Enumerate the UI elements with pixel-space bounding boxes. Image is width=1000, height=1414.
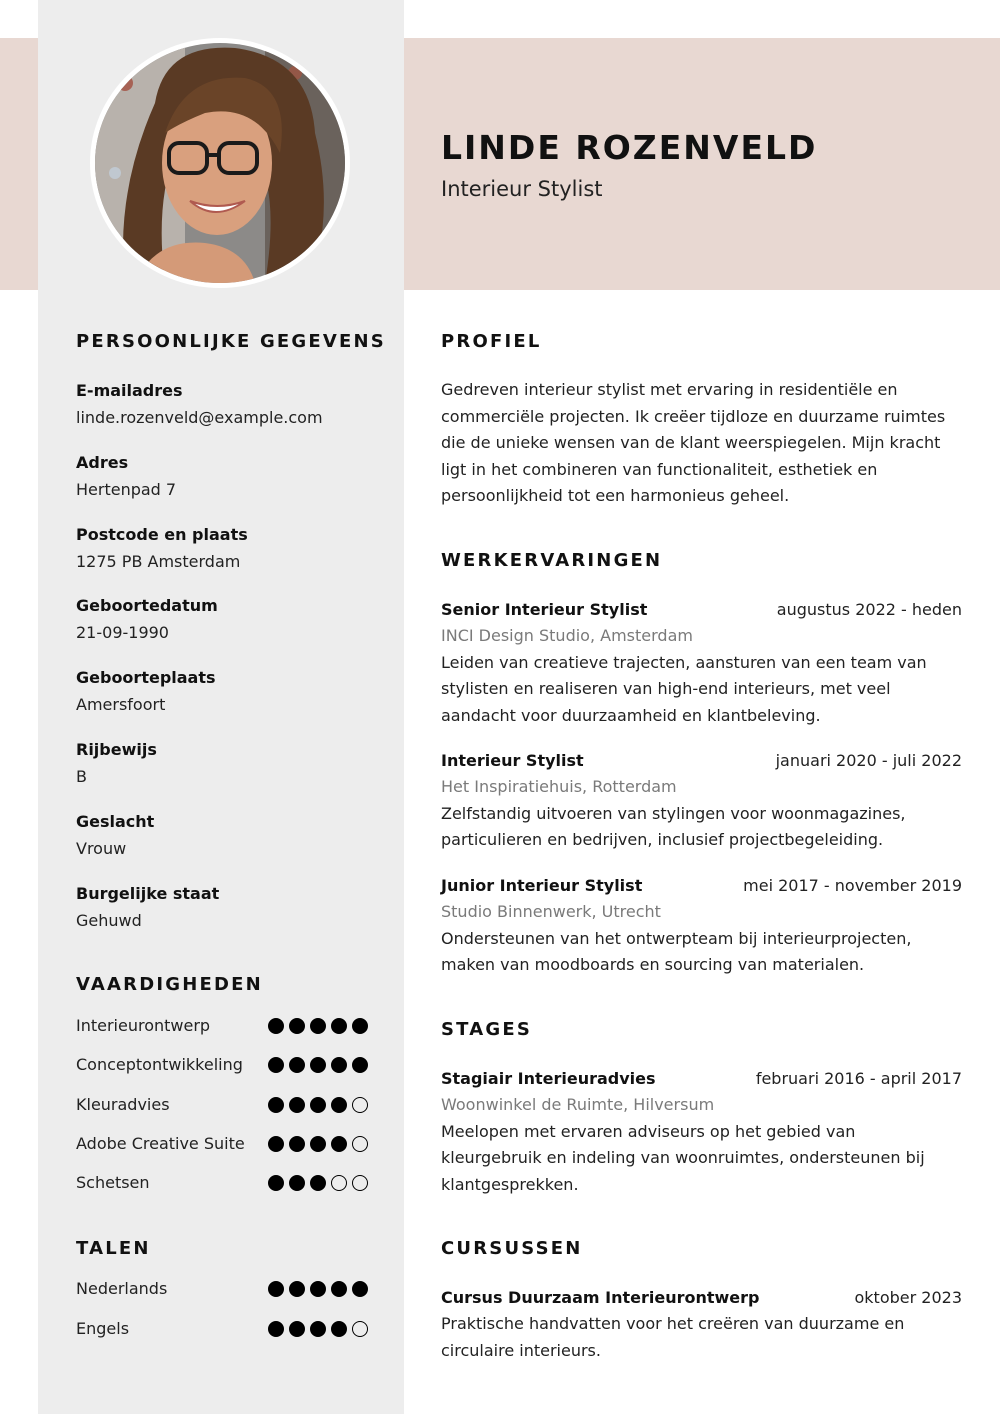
- rating-dots: [268, 1321, 368, 1337]
- personal-field-label: Adres: [76, 452, 129, 472]
- entry-title: Junior Interieur Stylist: [441, 876, 643, 895]
- skill-name: Schetsen: [76, 1173, 150, 1193]
- skill-row: [76, 1014, 368, 1038]
- internships-entry: [441, 1065, 962, 1198]
- entry-description-line: aandacht voor duurzaamheid en klantbeleving.: [441, 705, 821, 725]
- filled-dot-icon: [268, 1097, 284, 1113]
- entry-description-line: particulieren en bedrijven, inclusief projectbegeleiding.: [441, 830, 884, 849]
- candidate-name: LINDE ROZENVELD: [441, 128, 818, 167]
- personal-field-value: linde.rozenveld@example.com: [76, 408, 323, 427]
- personal-field-label: Burgelijke staat: [76, 883, 220, 903]
- rating-dots: [268, 1097, 368, 1113]
- filled-dot-icon: [310, 1281, 326, 1297]
- filled-dot-icon: [310, 1175, 326, 1191]
- empty-dot-icon: [331, 1175, 347, 1191]
- entry-description-line: maken van moodboards en sourcing van materialen.: [441, 955, 865, 974]
- filled-dot-icon: [352, 1018, 368, 1034]
- filled-dot-icon: [310, 1097, 326, 1113]
- entry-organization: Woonwinkel de Ruimte, Hilversum: [441, 1095, 715, 1114]
- entry-title: Senior Interieur Stylist: [441, 600, 648, 619]
- personal-field-value: Vrouw: [76, 838, 127, 858]
- personal-field-value: B: [76, 767, 87, 786]
- personal-field-value: Gehuwd: [76, 910, 142, 930]
- filled-dot-icon: [331, 1018, 347, 1034]
- entry-title: Cursus Duurzaam Interieurontwerp: [441, 1288, 760, 1307]
- entry-title: Interieur Stylist: [441, 751, 584, 770]
- profile-text: [441, 377, 963, 510]
- entry-header: [441, 1284, 962, 1311]
- filled-dot-icon: [268, 1175, 284, 1191]
- skill-row: [76, 1171, 368, 1195]
- personal-field: [76, 449, 376, 503]
- personal-field-label: Geboorteplaats: [76, 668, 216, 688]
- rating-dots: [268, 1281, 368, 1297]
- personal-field-value: 1275 PB Amsterdam: [76, 551, 241, 571]
- filled-dot-icon: [268, 1018, 284, 1034]
- entry-header: [441, 872, 962, 899]
- filled-dot-icon: [331, 1097, 347, 1113]
- filled-dot-icon: [268, 1136, 284, 1152]
- filled-dot-icon: [331, 1281, 347, 1297]
- internships-heading: STAGES: [441, 1019, 533, 1040]
- empty-dot-icon: [352, 1175, 368, 1191]
- entry-description-line: Zelfstandig uitvoeren van stylingen voor woonmagazines,: [441, 803, 906, 823]
- portrait-image: [95, 43, 345, 283]
- filled-dot-icon: [331, 1321, 347, 1337]
- filled-dot-icon: [310, 1018, 326, 1034]
- personal-field-label: E-mailadres: [76, 381, 183, 400]
- profile-line: Gedreven interieur stylist met ervaring in residentiële en: [441, 380, 898, 399]
- experience-entry: [441, 596, 962, 729]
- entry-description-line: kleurgebruik en indeling van woonruimtes, ondersteunen bij: [441, 1148, 925, 1167]
- rating-dots: [268, 1057, 368, 1073]
- personal-field-value: Hertenpad 7: [76, 479, 177, 499]
- entry-header: [441, 596, 962, 623]
- entry-description-line: Leiden van creatieve trajecten, aansturen van een team van: [441, 652, 927, 672]
- skill-name: Conceptontwikkeling: [76, 1055, 243, 1075]
- rating-dots: [268, 1175, 368, 1191]
- personal-field: [76, 736, 376, 790]
- skills-heading: VAARDIGHEDEN: [76, 974, 263, 995]
- entry-description-line: Ondersteunen van het ontwerpteam bij interieurprojecten,: [441, 928, 912, 948]
- experience-entry: [441, 872, 962, 979]
- language-name: Nederlands: [76, 1279, 168, 1298]
- language-row: [76, 1317, 368, 1341]
- filled-dot-icon: [289, 1057, 305, 1073]
- job-title: Interieur Stylist: [441, 177, 603, 201]
- skill-row: [76, 1093, 368, 1117]
- filled-dot-icon: [331, 1136, 347, 1152]
- personal-field: [76, 808, 376, 862]
- filled-dot-icon: [268, 1321, 284, 1337]
- filled-dot-icon: [331, 1057, 347, 1073]
- personal-field: [76, 664, 376, 718]
- personal-field: [76, 592, 376, 646]
- filled-dot-icon: [310, 1057, 326, 1073]
- entry-header: [441, 747, 962, 774]
- entry-description-line: circulaire interieurs.: [441, 1340, 601, 1360]
- personal-field: [76, 377, 376, 431]
- rating-dots: [268, 1018, 368, 1034]
- skill-name: Kleuradvies: [76, 1094, 170, 1114]
- personal-field-value: Amersfoort: [76, 695, 166, 715]
- empty-dot-icon: [352, 1136, 368, 1152]
- personal-field-label: Rijbewijs: [76, 740, 157, 759]
- entry-date: februari 2016 - april 2017: [755, 1069, 962, 1088]
- courses-entry: [441, 1284, 962, 1364]
- language-row: [76, 1277, 368, 1301]
- filled-dot-icon: [268, 1281, 284, 1297]
- personal-field-label: Geslacht: [76, 811, 155, 831]
- filled-dot-icon: [289, 1018, 305, 1034]
- profile-line: persoonlijkheid tot een harmonieus geheel.: [441, 486, 790, 505]
- filled-dot-icon: [289, 1136, 305, 1152]
- entry-organization: INCI Design Studio, Amsterdam: [441, 626, 693, 645]
- empty-dot-icon: [352, 1097, 368, 1113]
- filled-dot-icon: [352, 1057, 368, 1073]
- personal-field: [76, 521, 376, 575]
- filled-dot-icon: [289, 1175, 305, 1191]
- rating-dots: [268, 1136, 368, 1152]
- skill-name: Adobe Creative Suite: [76, 1133, 245, 1153]
- entry-description-line: Meelopen met ervaren adviseurs op het gebied van: [441, 1121, 856, 1141]
- entry-organization: Studio Binnenwerk, Utrecht: [441, 902, 661, 921]
- filled-dot-icon: [310, 1136, 326, 1152]
- entry-date: januari 2020 - juli 2022: [775, 751, 962, 770]
- languages-heading: TALEN: [76, 1238, 151, 1259]
- personal-field-label: Postcode en plaats: [76, 524, 248, 544]
- filled-dot-icon: [310, 1321, 326, 1337]
- filled-dot-icon: [289, 1321, 305, 1337]
- personal-field-value: 21-09-1990: [76, 623, 169, 643]
- entry-date: augustus 2022 - heden: [776, 600, 962, 619]
- experience-entry: [441, 747, 962, 854]
- skill-name: Interieurontwerp: [76, 1016, 211, 1035]
- personal-field: [76, 880, 376, 934]
- filled-dot-icon: [289, 1097, 305, 1113]
- entry-date: mei 2017 - november 2019: [743, 876, 962, 895]
- filled-dot-icon: [268, 1057, 284, 1073]
- profile-line: commerciële projecten. Ik creëer tijdloze en duurzame ruimtes: [441, 406, 946, 426]
- personal-details-heading: PERSOONLIJKE GEGEVENS: [76, 331, 386, 352]
- skill-row: [76, 1132, 368, 1156]
- empty-dot-icon: [352, 1321, 368, 1337]
- entry-description-line: stylisten en realiseren van high-end interieurs, met veel: [441, 679, 891, 698]
- profile-photo: [90, 38, 350, 288]
- filled-dot-icon: [289, 1281, 305, 1297]
- experience-heading: WERKERVARINGEN: [441, 550, 663, 571]
- profile-line: die de unieke wensen van de klant weerspiegelen. Mijn kracht: [441, 433, 941, 452]
- profile-heading: PROFIEL: [441, 331, 542, 352]
- courses-heading: CURSUSSEN: [441, 1238, 583, 1259]
- entry-header: [441, 1065, 962, 1092]
- personal-field-label: Geboortedatum: [76, 596, 218, 616]
- skill-row: [76, 1053, 368, 1077]
- language-name: Engels: [76, 1318, 130, 1338]
- filled-dot-icon: [352, 1281, 368, 1297]
- entry-organization: Het Inspiratiehuis, Rotterdam: [441, 777, 677, 796]
- profile-line: ligt in het combineren van functionaliteit, esthetiek en: [441, 459, 878, 479]
- entry-description-line: klantgesprekken.: [441, 1174, 579, 1194]
- entry-description-line: Praktische handvatten voor het creëren van duurzame en: [441, 1314, 905, 1333]
- entry-date: oktober 2023: [854, 1288, 962, 1307]
- entry-title: Stagiair Interieuradvies: [441, 1069, 656, 1088]
